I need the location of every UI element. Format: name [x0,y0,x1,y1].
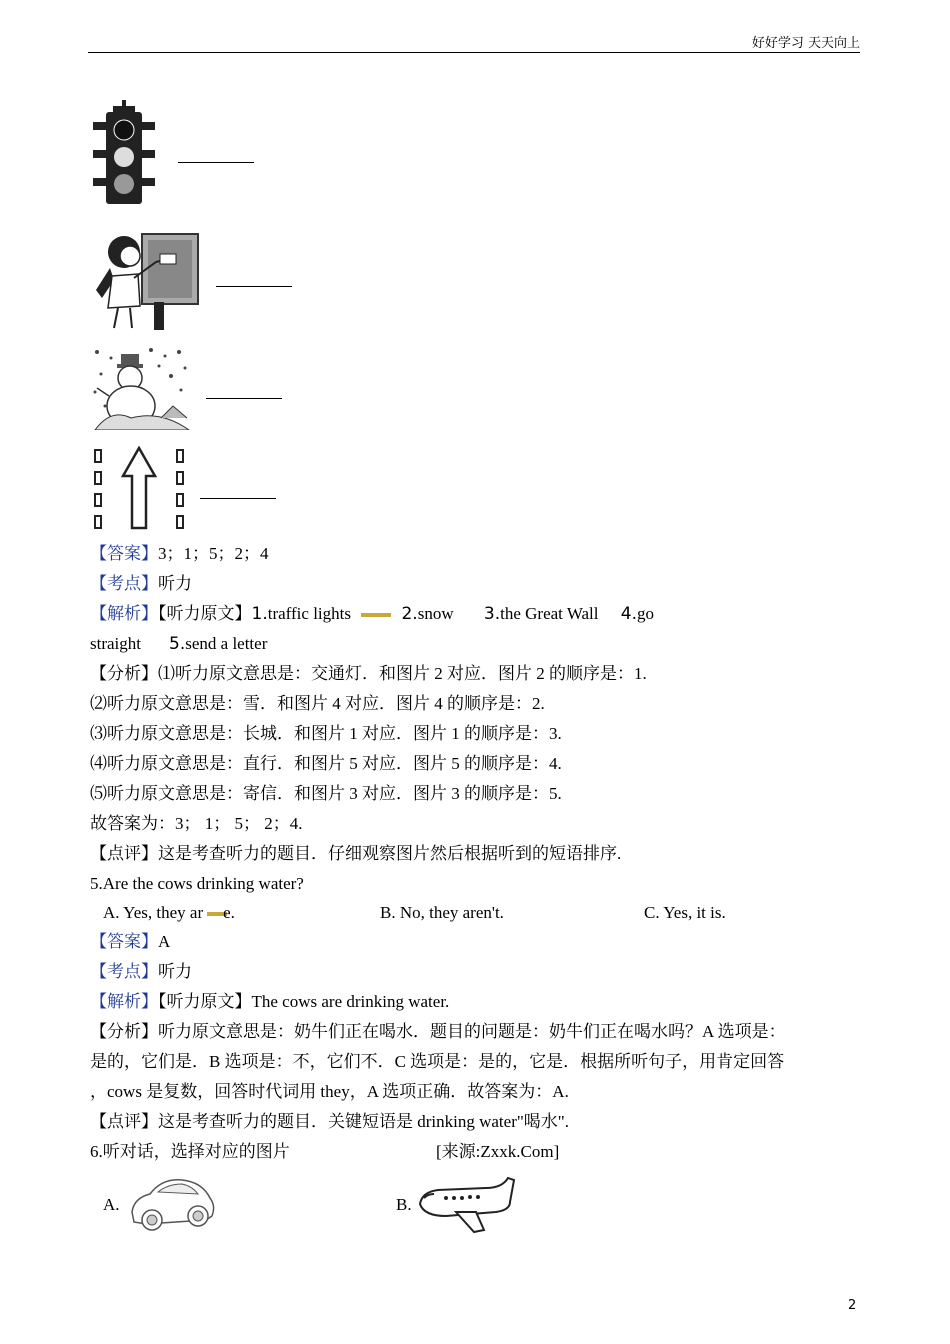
q5-answer-line [90,931,170,953]
q4-point-line [90,573,192,595]
car-icon [126,1172,216,1236]
explain-line: 【分析】⑴听力原文意思是：交通灯．和图片 2 对应．图片 2 的顺序是：1. [90,664,647,683]
answer-blank-1 [178,162,254,163]
q5-option-c: C. Yes, it is. [644,903,726,922]
answer-value: A [158,932,171,951]
explain-line: ，cows 是复数，回答时代词用 they，A 选项正确．故答案为：A. [90,1082,569,1101]
explain-line: ⑷听力原文意思是：直行．和图片 5 对应．图片 5 的顺序是：4. [90,754,562,773]
item-num: 4. [620,604,637,624]
item-num: 1. [251,604,268,624]
point-value: 听力 [158,962,192,981]
answer-blank-3 [206,398,282,399]
explain-line: 是的，它们是．B 选项是：不，它们不．C 选项是：是的，它是．根据所听句子，用肯定回答 [90,1052,785,1071]
analysis-prefix: 【听力原文】 [158,604,252,623]
point-tag: 【考点】 [90,574,158,593]
item-num: 2. [401,604,418,624]
explain-line: 故答案为：3； 1； 5； 2；4. [90,814,303,833]
q6-option-a-label: A. [103,1195,120,1214]
item-text: snow [417,604,454,623]
item-num: 5. [169,634,186,654]
item-text: the Great Wall [500,604,599,623]
q5-point-line [90,961,192,983]
review-line: 【点评】这是考查听力的题目．关键短语是 drinking water"喝水". [90,1112,569,1131]
q6-source: [来源:Zxxk.Com] [436,1142,560,1161]
q5-option-a [103,902,235,924]
analysis-tag: 【解析】 [90,992,158,1011]
q6-option-b-label: B. [396,1195,412,1214]
explain-line: ⑸听力原文意思是：寄信．和图片 3 对应．图片 3 的顺序是：5. [90,784,562,803]
airplane-icon [416,1174,516,1234]
go-straight-arrow-icon [93,446,185,530]
q4-answer-line [90,543,269,565]
q5-analysis-line [90,991,449,1013]
option-a-part2: e. [223,903,235,922]
answer-tag: 【答案】 [90,544,158,563]
highlight-mark [361,613,391,617]
q4-analysis-line [90,603,654,625]
point-tag: 【考点】 [90,962,158,981]
answer-blank-2 [216,286,292,287]
item-text: go [636,604,654,623]
q5-option-b: B. No, they aren't. [380,903,504,922]
review-line: 【点评】这是考查听力的题目．仔细观察图片然后根据听到的短语排序. [90,844,622,863]
point-value: 听力 [158,574,192,593]
analysis-text: 【听力原文】The cows are drinking water. [158,992,450,1011]
page-number: 2 [848,1298,857,1313]
explain-line: ⑶听力原文意思是：长城．和图片 1 对应．图片 1 的顺序是：3. [90,724,562,743]
q6-question: 6.听对话，选择对应的图片 [90,1142,290,1161]
page-header [88,30,860,53]
explain-line: 【分析】听力原文意思是：奶牛们正在喝水．题目的问题是：奶牛们正在喝水吗？A 选项是： [90,1022,786,1041]
girl-posting-letter-icon [90,232,202,330]
header-text: 好好学习 天天向上 [751,36,860,51]
item-text: send a letter [185,634,268,653]
snowman-icon [91,346,191,430]
q5-question: 5.Are the cows drinking water? [90,874,304,893]
item-text: traffic lights [267,604,351,623]
explain-line: ⑵听力原文意思是：雪．和图片 4 对应．图片 4 的顺序是：2. [90,694,545,713]
option-a-part1: A. Yes, they ar [103,903,204,922]
analysis-tag: 【解析】 [90,604,158,623]
answer-value: 3；1；5；2；4 [158,544,269,563]
answer-tag: 【答案】 [90,932,158,951]
continuation-text: straight [90,634,141,653]
traffic-light-icon [93,100,155,204]
item-num: 3. [483,604,501,624]
answer-blank-4 [200,498,276,499]
q4-analysis-continuation [90,633,267,655]
